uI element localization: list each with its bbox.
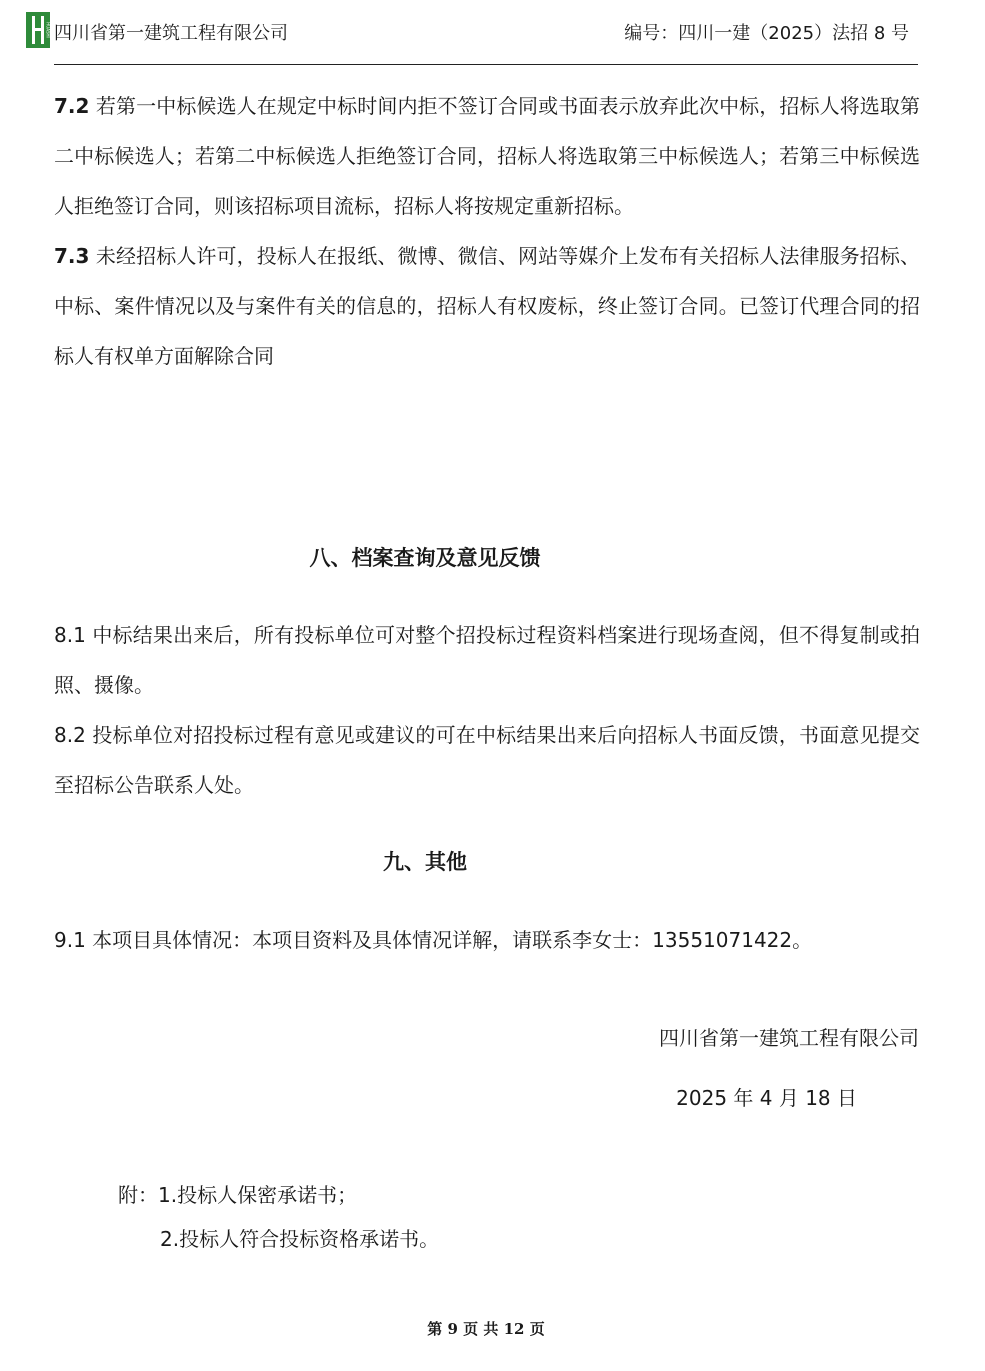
- page-number-footer: 第 9 页 共 12 页: [427, 1320, 545, 1338]
- company-logo: [26, 12, 50, 48]
- clause-text-7-3: 未经招标人许可，投标人在报纸、微博、微信、网站等媒介上发布有关招标人法律服务招标、中标、案件情况以及与案件有关的信息的，招标人有权废标，终止签订合同。已签订代理合同的招标人有权单方面解除合同: [54, 244, 921, 368]
- paragraph-9-1: 9.1 本项目具体情况：本项目资料及具体情况详解，请联系李女士：13551071422。: [54, 928, 813, 952]
- header-company-name: 四川省第一建筑工程有限公司: [54, 23, 288, 44]
- paragraph-7-3: [54, 231, 920, 381]
- section-heading-8: 八、档案查询及意见反馈: [309, 546, 541, 570]
- paragraph-8-2: 8.2 投标单位对招投标过程有意见或建议的可在中标结果出来后向招标人书面反馈，书面意见提交至招标公告联系人处。: [54, 723, 920, 797]
- paragraph-8-1: 8.1 中标结果出来后，所有投标单位可对整个招投标过程资料档案进行现场查阅，但不得复制或拍照、摄像。: [54, 623, 920, 697]
- header-document-code: 编号：四川一建（2025）法招 8 号: [624, 23, 909, 44]
- logo-icon: [26, 12, 50, 48]
- header-divider: [54, 64, 918, 65]
- paragraph-7-2: [54, 81, 920, 231]
- attachment-item-1: 附：1.投标人保密承诺书；: [118, 1183, 358, 1207]
- clause-number-7-3: 7.3: [54, 244, 90, 268]
- section-heading-9: 九、其他: [383, 850, 467, 874]
- clause-number-7-2: 7.2: [54, 94, 90, 118]
- signature-company: 四川省第一建筑工程有限公司: [659, 1026, 919, 1050]
- attachment-item-2: 2.投标人符合投标资格承诺书。: [160, 1227, 440, 1251]
- signature-date: 2025 年 4 月 18 日: [676, 1086, 857, 1110]
- svg-text:HUASHI: HUASHI: [45, 22, 50, 38]
- clause-text-7-2: 若第一中标候选人在规定中标时间内拒不签订合同或书面表示放弃此次中标，招标人将选取第二中标候选人；若第二中标候选人拒绝签订合同，招标人将选取第三中标候选人；若第三中标候选人拒绝签订合同，则该招标项目流标，招标人将按规定重新招标。: [54, 94, 921, 218]
